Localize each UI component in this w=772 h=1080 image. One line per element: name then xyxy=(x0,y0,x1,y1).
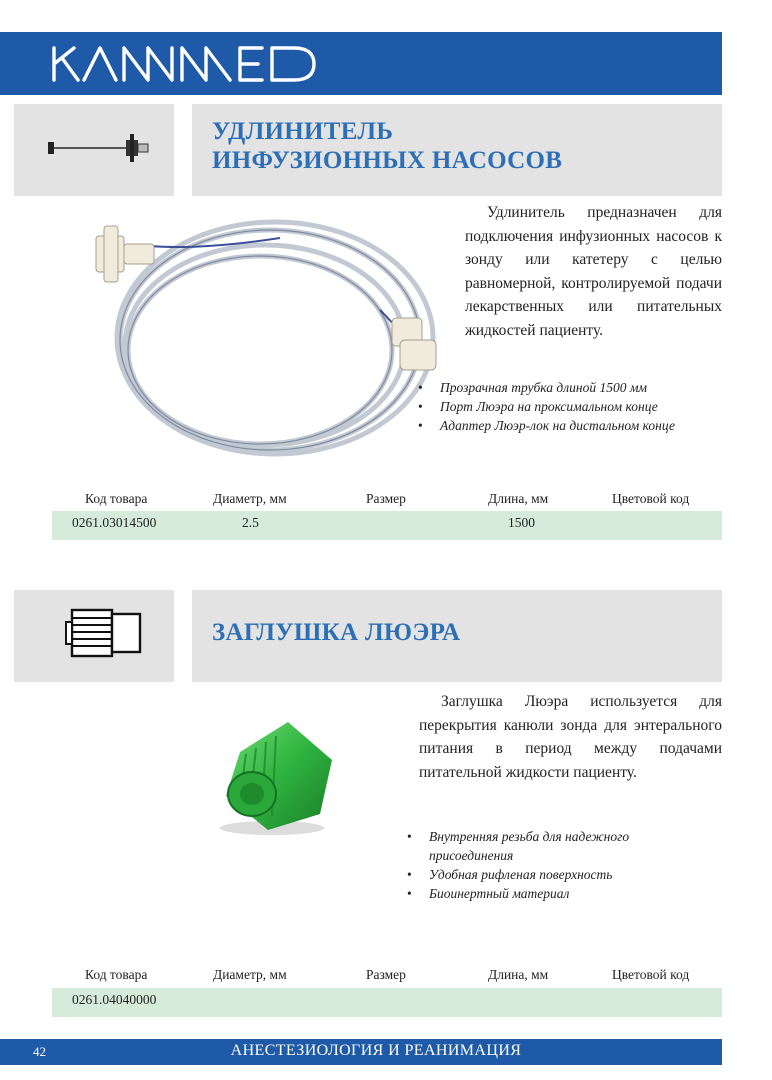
product-2-title-panel xyxy=(192,590,722,682)
product-1-title xyxy=(212,117,562,175)
kanmed-logo xyxy=(48,40,323,88)
product-2-features xyxy=(407,827,702,903)
col-diameter-header: Диаметр, мм xyxy=(213,967,287,982)
product-1-features xyxy=(418,378,722,435)
product-1-title-line1: УДЛИНИТЕЛЬ xyxy=(212,118,394,145)
product-2-description-text: Заглушка Люэра используется для перекрытия канюли зонда для энтерального питания в период между подачами питательной жидкости пациенту. xyxy=(419,693,722,781)
product-2-table-header xyxy=(52,965,722,987)
product-1-table-header xyxy=(52,489,722,511)
feature-item: • Удобная рифленая поверхность xyxy=(407,865,702,884)
product-1-title-panel xyxy=(192,104,722,196)
extension-tube-image xyxy=(80,210,440,470)
product-2-icon-panel xyxy=(14,590,174,682)
feature-item: • Прозрачная трубка длиной 1500 мм xyxy=(418,378,722,397)
col-color-header: Цветовой код xyxy=(612,967,690,982)
product-1-description xyxy=(465,201,722,342)
product-1-icon-panel xyxy=(14,104,174,196)
feature-item: • Биоинертный материал xyxy=(407,884,702,903)
cell-code: 0261.03014500 xyxy=(72,515,157,530)
col-length-header: Длина, мм xyxy=(488,967,549,982)
col-size-header: Размер xyxy=(366,967,406,982)
feature-item: • Внутренняя резьба для надежного присоединения xyxy=(407,827,702,865)
product-1-table-row xyxy=(52,511,722,540)
col-length-header: Длина, мм xyxy=(488,491,549,506)
page-number: 42 xyxy=(33,1044,46,1059)
footer-band xyxy=(0,1039,722,1065)
feature-item: • Адаптер Люэр-лок на дистальном конце xyxy=(418,416,722,435)
product-2-table-row xyxy=(52,988,722,1017)
product-2-description xyxy=(419,690,722,784)
luer-cap-image xyxy=(210,712,340,840)
cell-code: 0261.04040000 xyxy=(72,992,157,1007)
product-2-title: ЗАГЛУШКА ЛЮЭРА xyxy=(212,619,461,646)
col-code-header: Код товара xyxy=(85,491,148,506)
product-1-title-line2: ИНФУЗИОННЫХ НАСОСОВ xyxy=(212,147,563,174)
col-size-header: Размер xyxy=(366,491,406,506)
col-color-header: Цветовой код xyxy=(612,491,690,506)
cell-diameter: 2.5 xyxy=(242,515,259,530)
cell-length: 1500 xyxy=(508,515,535,530)
col-diameter-header: Диаметр, мм xyxy=(213,491,287,506)
product-1-description-text: Удлинитель предназначен для подключения инфузионных насосов к зонду или катетеру с целью равномерной, контролируемой подачи лекарственных или питательных жидкостей пациенту. xyxy=(465,204,722,339)
extension-line-icon xyxy=(14,104,174,196)
col-code-header: Код товара xyxy=(85,967,148,982)
luer-cap-icon xyxy=(14,590,174,682)
luer-lock-connector xyxy=(392,318,436,370)
section-title: АНЕСТЕЗИОЛОГИЯ И РЕАНИМАЦИЯ xyxy=(230,1042,522,1059)
feature-item: • Порт Люэра на проксимальном конце xyxy=(418,397,722,416)
